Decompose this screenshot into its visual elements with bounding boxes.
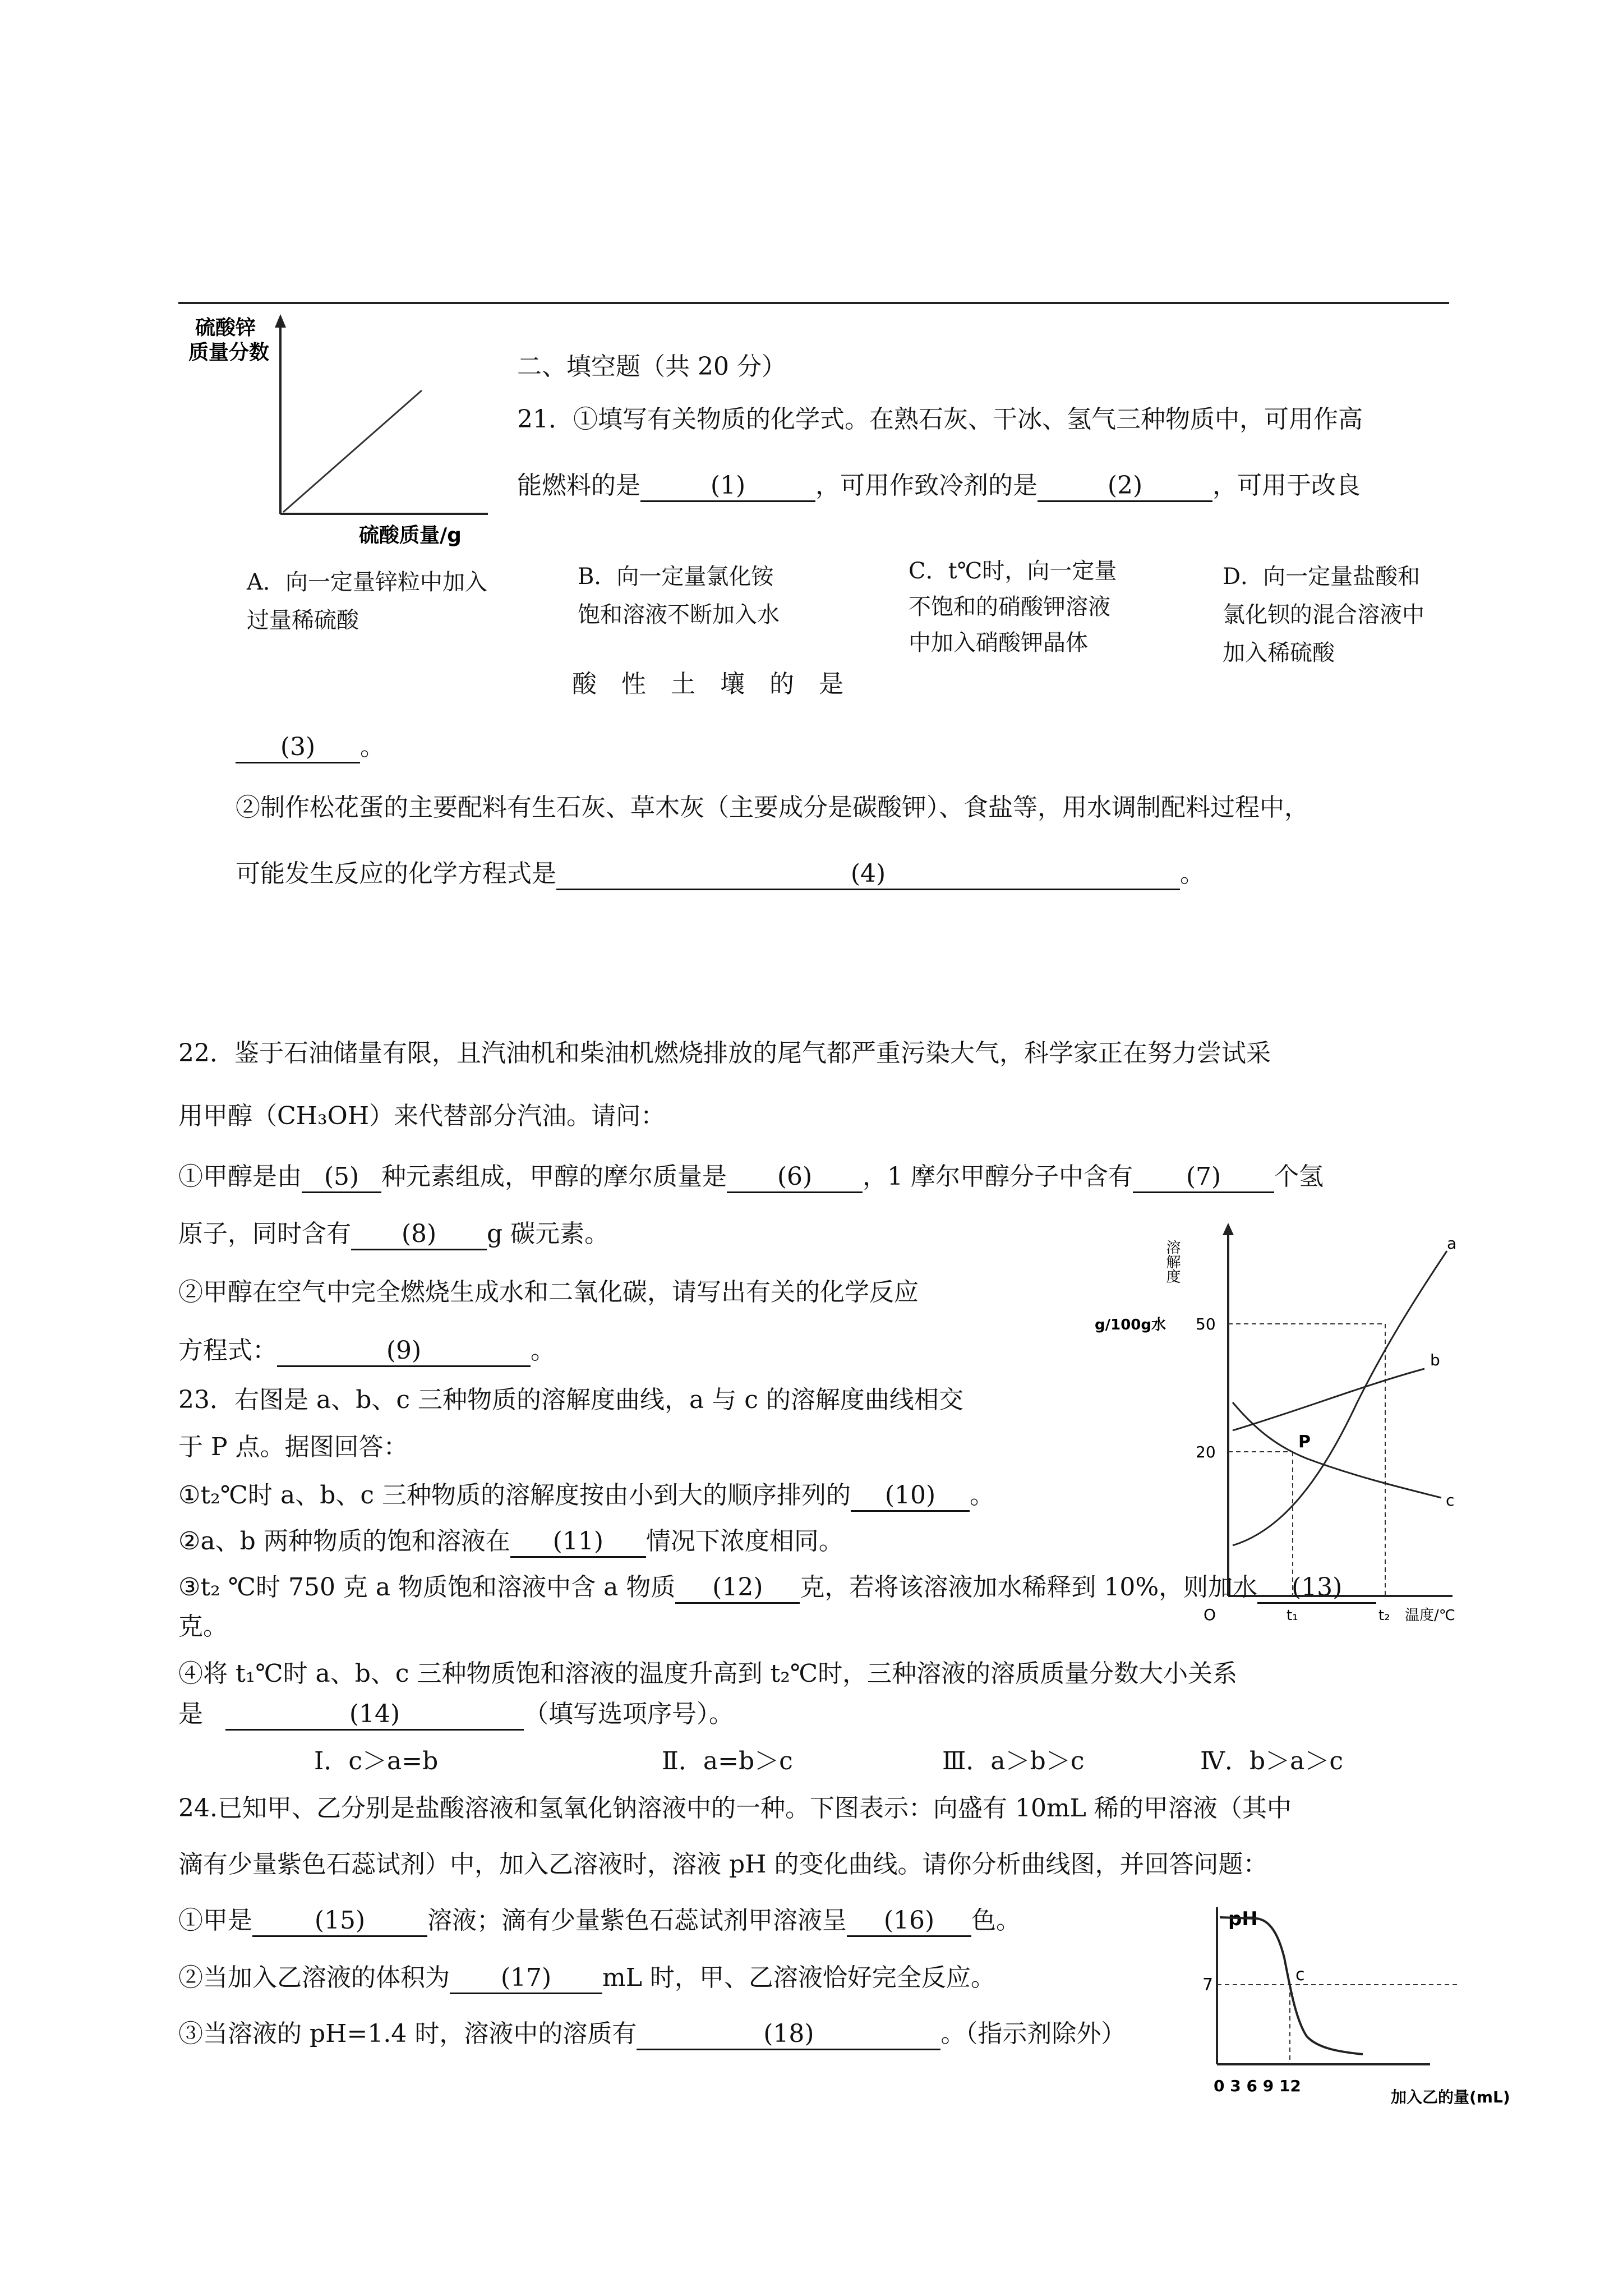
q23-line3: ①t₂℃时 a、b、c 三种物质的溶解度按由小到大的顺序排列的 (10) 。 bbox=[178, 1479, 994, 1512]
q23-line6: 克。 bbox=[178, 1612, 228, 1641]
blank-5[interactable]: (5) bbox=[302, 1162, 381, 1193]
option-b-line2: 饱和溶液不断加入水 bbox=[578, 602, 780, 628]
sol-origin: O bbox=[1204, 1605, 1216, 1624]
sol-y-tick-50: 50 bbox=[1196, 1315, 1216, 1333]
ph-y-label: pH bbox=[1228, 1908, 1258, 1930]
option-b bbox=[578, 561, 780, 631]
option-a bbox=[247, 567, 487, 636]
sol-y-label: 溶解度 bbox=[1164, 1240, 1181, 1283]
sol-curve-a bbox=[1233, 1251, 1447, 1545]
q24-line1: 24.已知甲、乙分别是盐酸溶液和氢氧化钠溶液中的一种。下图表示：向盛有 10mL 稀的甲溶液（其中 bbox=[178, 1794, 1292, 1823]
blank-8[interactable]: (8) bbox=[351, 1220, 487, 1250]
sol-label-p: P bbox=[1298, 1432, 1311, 1452]
section-title: 二、填空题（共 20 分） bbox=[517, 352, 786, 381]
blank-13[interactable]: (13) bbox=[1257, 1573, 1376, 1604]
q23-option-1: Ⅰ．c＞a=b bbox=[314, 1747, 439, 1775]
q21-line2: 能燃料的是 (1) ，可用作致冷剂的是 (2) ，可用于改良 bbox=[517, 469, 1361, 503]
q23-option-4: Ⅳ．b＞a＞c bbox=[1200, 1747, 1343, 1775]
sol-y-arrow bbox=[1223, 1223, 1234, 1235]
q23-line1: 23．右图是 a、b、c 三种物质的溶解度曲线，a 与 c 的溶解度曲线相交 bbox=[178, 1386, 963, 1414]
q23-line5: ③t₂ ℃时 750 克 a 物质饱和溶液中含 a 物质 (12) 克，若将该溶液加水稀释到 10%，则加水 (13) bbox=[178, 1571, 1376, 1604]
blank-6[interactable]: (6) bbox=[727, 1162, 863, 1193]
sol-tick-t2: t₂ bbox=[1378, 1607, 1390, 1624]
option-a-line2: 过量稀硫酸 bbox=[247, 608, 359, 633]
chart-y-label-2: 质量分数 bbox=[188, 341, 270, 364]
ph-label-c: c bbox=[1295, 1965, 1305, 1985]
option-c-line2: 不饱和的硝酸钾溶液 bbox=[909, 594, 1110, 620]
sol-y-tick-20: 20 bbox=[1196, 1443, 1216, 1461]
q22-line4: 原子，同时含有 (8) g 碳元素。 bbox=[178, 1217, 609, 1251]
option-d bbox=[1223, 561, 1424, 669]
chart-x-label: 硫酸质量/g bbox=[359, 524, 462, 547]
q22-line2: 用甲醇（CH₃OH）来代替部分汽油。请问： bbox=[178, 1102, 666, 1130]
ph-chart bbox=[1202, 1896, 1565, 2109]
q23-line8: 是 (14) （填写选项序号）。 bbox=[178, 1697, 734, 1731]
blank-12[interactable]: (12) bbox=[675, 1573, 800, 1604]
chart-y-label-1: 硫酸锌 bbox=[195, 316, 256, 339]
option-d-line3: 加入稀硫酸 bbox=[1223, 640, 1335, 666]
blank-14[interactable]: (14) bbox=[225, 1700, 524, 1731]
sol-curve-c bbox=[1233, 1402, 1441, 1498]
data-line bbox=[283, 390, 422, 512]
q22-line3: ①甲醇是由 (5) 种元素组成，甲醇的摩尔质量是 (6) ，1 摩尔甲醇分子中含有 (7) 个氢 bbox=[178, 1160, 1324, 1194]
q23-option-3: Ⅲ．a＞b＞c bbox=[942, 1747, 1085, 1775]
q24-line3: ①甲是 (15) 溶液；滴有少量紫色石蕊试剂甲溶液呈 (16) 色。 bbox=[178, 1904, 1021, 1938]
blank-10[interactable]: (10) bbox=[851, 1481, 970, 1512]
q21-line1: 21．①填写有关物质的化学式。在熟石灰、干冰、氢气三种物质中，可用作高 bbox=[517, 405, 1363, 434]
q22-line1: 22．鉴于石油储量有限，且汽油机和柴油机燃烧排放的尾气都严重污染大气，科学家正在努力尝试采 bbox=[178, 1039, 1271, 1068]
q23-line7: ④将 t₁℃时 a、b、c 三种物质饱和溶液的温度升高到 t₂℃时，三种溶液的溶质质量分数大小关系 bbox=[178, 1659, 1238, 1688]
y-axis-arrow bbox=[275, 314, 286, 328]
sol-tick-t1: t₁ bbox=[1287, 1607, 1298, 1624]
header-rule bbox=[178, 302, 1449, 304]
sol-label-a: a bbox=[1447, 1234, 1457, 1253]
q24-line2: 滴有少量紫色石蕊试剂）中，加入乙溶液时，溶液 pH 的变化曲线。请你分析曲线图，并回答问题： bbox=[178, 1850, 1268, 1879]
q23-line4: ②a、b 两种物质的饱和溶液在 (11) 情况下浓度相同。 bbox=[178, 1525, 843, 1558]
q21-line6: 可能发生反应的化学方程式是 (4) 。 bbox=[236, 857, 1205, 891]
q24-line4: ②当加入乙溶液的体积为 (17) mL 时，甲、乙溶液恰好完全反应。 bbox=[178, 1961, 995, 1995]
blank-11[interactable]: (11) bbox=[510, 1527, 646, 1558]
q23-option-2: Ⅱ．a=b＞c bbox=[662, 1747, 793, 1775]
blank-1[interactable]: (1) bbox=[640, 471, 815, 502]
ph-y-tick-7: 7 bbox=[1202, 1975, 1214, 1995]
sol-curve-b bbox=[1233, 1369, 1424, 1430]
sol-x-label: 温度/℃ bbox=[1405, 1607, 1455, 1624]
blank-2[interactable]: (2) bbox=[1038, 471, 1212, 502]
sol-y-unit: g/100g水 bbox=[1095, 1317, 1166, 1333]
blank-9[interactable]: (9) bbox=[277, 1336, 531, 1367]
blank-18[interactable]: (18) bbox=[637, 2019, 940, 2050]
option-d-line1: D．向一定量盐酸和 bbox=[1223, 564, 1421, 590]
q22-line5: ②甲醇在空气中完全燃烧生成水和二氧化碳，请写出有关的化学反应 bbox=[178, 1278, 919, 1306]
q22-line6: 方程式： (9) 。 bbox=[178, 1334, 555, 1368]
option-c bbox=[909, 555, 1117, 659]
blank-4[interactable]: (4) bbox=[556, 859, 1180, 890]
zinc-sulfate-chart bbox=[185, 307, 499, 554]
blank-15[interactable]: (15) bbox=[252, 1906, 427, 1937]
blank-16[interactable]: (16) bbox=[847, 1906, 971, 1937]
q21-line4: (3) 。 bbox=[236, 730, 385, 764]
sol-label-c: c bbox=[1446, 1491, 1455, 1510]
ph-x-ticks: 0 3 6 9 12 bbox=[1214, 2077, 1301, 2095]
ph-x-label: 加入乙的量(mL) bbox=[1391, 2088, 1510, 2106]
sol-label-b: b bbox=[1430, 1351, 1440, 1369]
ph-curve bbox=[1220, 1917, 1363, 2054]
option-c-line3: 中加入硝酸钾晶体 bbox=[909, 630, 1088, 656]
q21-line3: 酸 性 土 壤 的 是 bbox=[572, 670, 843, 698]
blank-3[interactable]: (3) bbox=[236, 733, 360, 763]
q24-line5: ③当溶液的 pH=1.4 时，溶液中的溶质有 (18) 。（指示剂除外） bbox=[178, 2017, 1126, 2051]
option-b-line1: B．向一定量氯化铵 bbox=[578, 564, 774, 590]
blank-17[interactable]: (17) bbox=[450, 1963, 602, 1994]
blank-7[interactable]: (7) bbox=[1133, 1162, 1274, 1193]
option-d-line2: 氯化钡的混合溶液中 bbox=[1223, 602, 1424, 628]
q21-line5: ②制作松花蛋的主要配料有生石灰、草木灰（主要成分是碳酸钾）、食盐等，用水调制配料过程中， bbox=[236, 793, 1309, 822]
option-a-line1: A．向一定量锌粒中加入 bbox=[247, 569, 487, 595]
option-c-line1: C．t℃时，向一定量 bbox=[909, 558, 1117, 584]
q23-line2: 于 P 点。据图回答： bbox=[178, 1433, 408, 1461]
